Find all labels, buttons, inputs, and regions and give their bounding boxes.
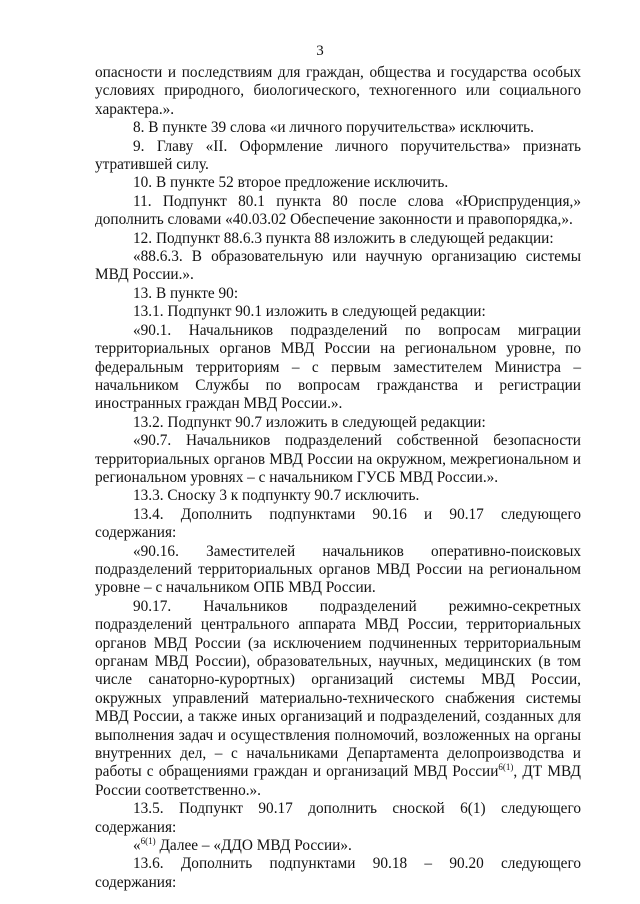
paragraph bbox=[95, 487, 581, 505]
paragraph-text: «90.16. Заместителей начальников оперативно-поисковых подразделений территориальных органов МВД России на региональном уровне – с начальником ОПБ МВД России. bbox=[95, 542, 581, 597]
paragraph bbox=[95, 432, 581, 487]
paragraph-text: 13. В пункте 90: bbox=[133, 284, 239, 302]
paragraph-text: 13.5. Подпункт 90.17 дополнить сноской 6(1) следующего содержания: bbox=[95, 800, 581, 836]
paragraph-text: 13.3. Сноску 3 к подпункту 90.7 исключить. bbox=[133, 487, 420, 505]
paragraph-text: « bbox=[133, 837, 141, 855]
paragraph-text: 13.4. Дополнить подпунктами 90.16 и 90.17 следующего содержания: bbox=[95, 505, 581, 542]
paragraph bbox=[95, 285, 581, 303]
paragraph bbox=[95, 119, 581, 137]
paragraph bbox=[95, 855, 581, 892]
paragraph-text: «90.1. Начальников подразделений по вопросам миграции территориальных органов МВД России на региональном уровне, по федеральным территориям – с первым заместителем Министра – начальником Службы по вопросам гражданства и регистрации иностранных граждан МВД России.». bbox=[95, 321, 581, 413]
page-number: 3 bbox=[316, 43, 324, 59]
document-body bbox=[95, 64, 581, 892]
paragraph bbox=[95, 800, 581, 837]
footnote-marker: 6(1) bbox=[140, 835, 156, 846]
paragraph-text: 13.1. Подпункт 90.1 изложить в следующей редакции: bbox=[133, 303, 486, 321]
paragraph bbox=[95, 193, 581, 230]
paragraph-text: 10. В пункте 52 второе предложение исключить. bbox=[133, 174, 449, 192]
paragraph-text: «90.7. Начальников подразделений собственной безопасности территориальных органов МВД России на окружном, межрегиональном и региональном уровнях – с начальником ГУСБ МВД России.». bbox=[95, 432, 581, 486]
paragraph-text: 9. Главу «II. Оформление личного поручительства» признать утратившей силу. bbox=[95, 137, 581, 174]
paragraph bbox=[95, 64, 581, 119]
paragraph bbox=[95, 248, 581, 285]
paragraph bbox=[95, 414, 581, 432]
paragraph-text: 8. В пункте 39 слова «и личного поручительства» исключить. bbox=[133, 119, 534, 137]
paragraph bbox=[95, 174, 581, 192]
paragraph-text: «88.6.3. В образовательную или научную организацию системы МВД России.». bbox=[95, 248, 581, 284]
paragraph-text: 11. Подпункт 80.1 пункта 80 после слова «Юриспруденция,» дополнить словами «40.03.02 Обеспечение законности и правопорядка,». bbox=[95, 192, 581, 229]
footnote-marker: 6(1) bbox=[498, 762, 514, 773]
paragraph-text-continued: , ДТ МВД России соответственно.». bbox=[95, 763, 581, 799]
paragraph bbox=[95, 138, 581, 175]
paragraph-text: 90.17. Начальников подразделений режимно-секретных подразделений центрального аппарата МВД России, территориальных органов МВД России (за исключением подчиненных территориальным органам МВД России), образовательных, научных, медицинских (в том числе санаторно-курортных) организаций системы МВД России, окружных управлений материально-технического снабжения системы МВД России, а также иных организаций и подразделений, созданных для выполнения задач и осуществления полномочий, возложенных на органы внутренних дел, – с начальниками Департамента делопроизводства и работы с обращениями граждан и организаций МВД России bbox=[95, 597, 581, 781]
paragraph bbox=[95, 230, 581, 248]
paragraph bbox=[95, 543, 581, 598]
paragraph-text: 12. Подпункт 88.6.3 пункта 88 изложить в следующей редакции: bbox=[133, 229, 554, 247]
paragraph-text: 13.6. Дополнить подпунктами 90.18 – 90.20 следующего содержания: bbox=[95, 855, 581, 891]
paragraph bbox=[95, 506, 581, 543]
paragraph bbox=[95, 837, 581, 855]
paragraph bbox=[95, 598, 581, 800]
paragraph bbox=[95, 303, 581, 321]
paragraph-text-continued: Далее – «ДДО МВД России». bbox=[155, 837, 352, 855]
paragraph-text: 13.2. Подпункт 90.7 изложить в следующей редакции: bbox=[133, 413, 486, 431]
paragraph bbox=[95, 322, 581, 414]
paragraph-text: опасности и последствиям для граждан, общества и государства особых условиях природного, биологического, техногенного или социального характера.». bbox=[95, 64, 581, 118]
